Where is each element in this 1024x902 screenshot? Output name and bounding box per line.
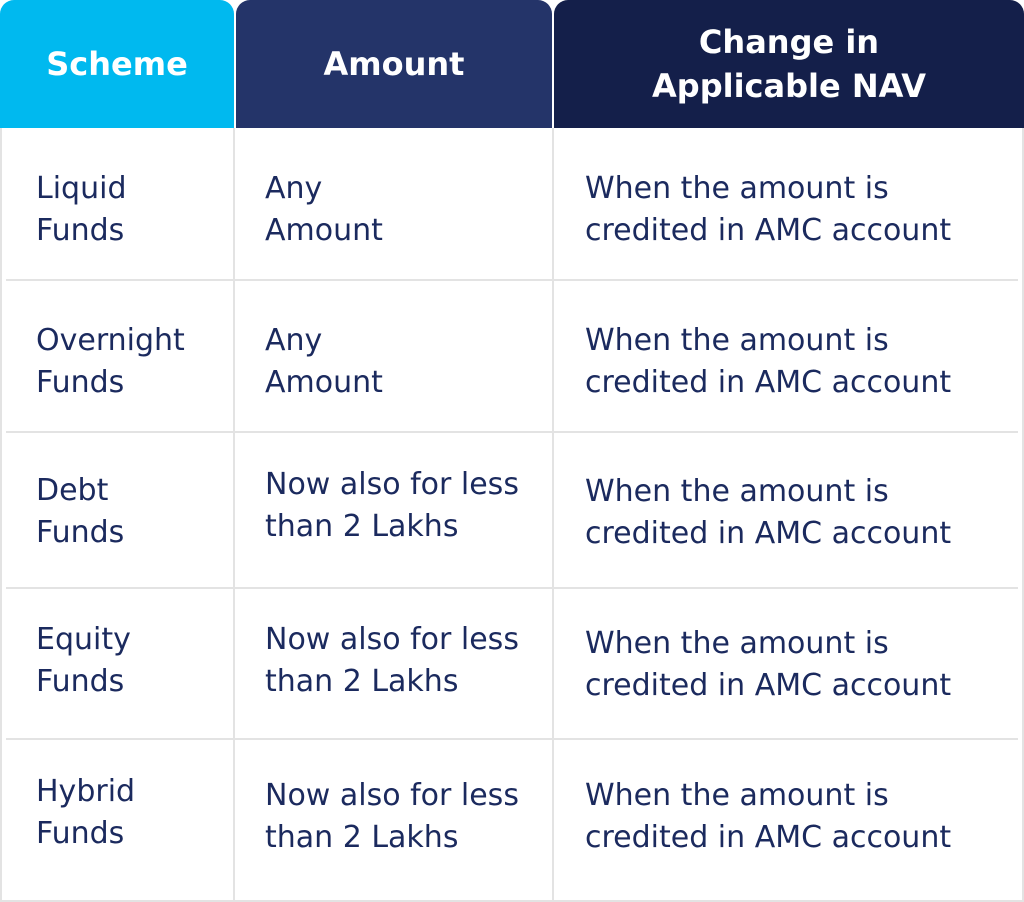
row-hybrid-scheme: Hybrid Funds <box>36 774 136 851</box>
row-overnight-scheme: Overnight Funds <box>36 323 185 400</box>
header-amount <box>236 0 552 128</box>
row-equity-amount: Now also for less than 2 Lakhs <box>265 622 519 699</box>
row-divider <box>6 738 1018 740</box>
row-hybrid-amount: Now also for less than 2 Lakhs <box>265 778 519 855</box>
header-scheme <box>0 0 234 128</box>
column-divider <box>233 128 235 902</box>
header-amount-label: Amount <box>323 45 465 83</box>
row-liquid-scheme: Liquid Funds <box>36 171 127 248</box>
row-hybrid-nav: When the amount is credited in AMC account <box>585 778 952 855</box>
header-scheme-label: Scheme <box>46 45 188 83</box>
row-divider <box>6 587 1018 589</box>
row-divider <box>6 279 1018 281</box>
row-equity-nav: When the amount is credited in AMC account <box>585 626 952 703</box>
row-liquid-amount: Any Amount <box>265 171 383 248</box>
row-overnight-amount: Any Amount <box>265 323 383 400</box>
header-applicable-nav <box>554 0 1024 128</box>
row-debt-nav: When the amount is credited in AMC account <box>585 474 952 551</box>
row-liquid-nav: When the amount is credited in AMC account <box>585 171 952 248</box>
row-divider <box>6 431 1018 433</box>
row-debt-scheme: Debt Funds <box>36 473 125 550</box>
row-debt-amount: Now also for less than 2 Lakhs <box>265 467 519 544</box>
row-overnight-nav: When the amount is credited in AMC account <box>585 323 952 400</box>
row-equity-scheme: Equity Funds <box>36 622 131 699</box>
column-divider <box>552 128 554 902</box>
header-applicable-nav-label: Change in Applicable NAV <box>652 23 926 105</box>
